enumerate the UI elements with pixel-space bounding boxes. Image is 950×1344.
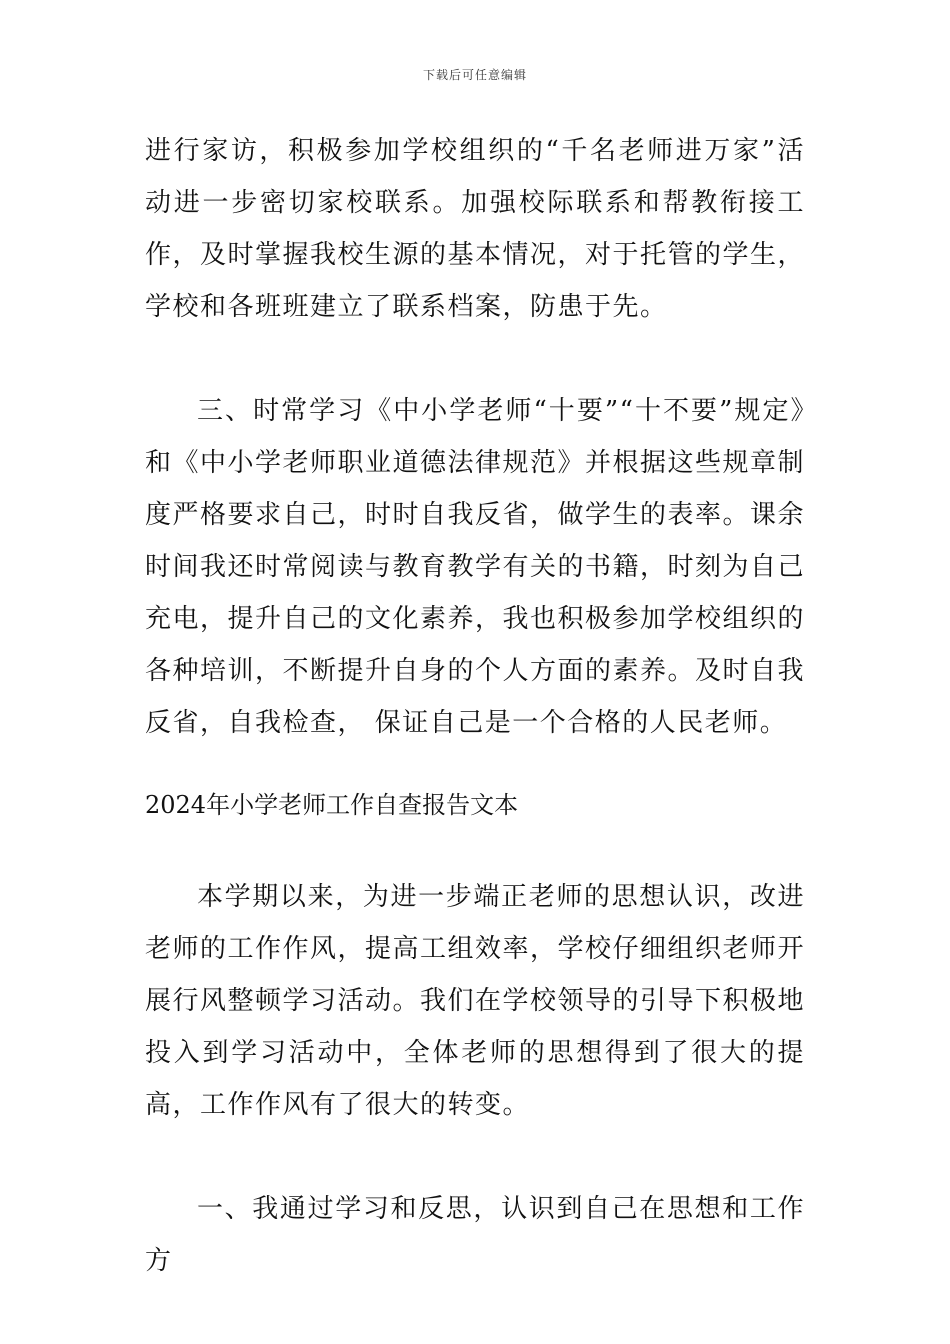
paragraph-family-visits: 进行家访，积极参加学校组织的“千名老师进万家”活动进一步密切家校联系。加强校际联系和帮教衔接工作，及时掌握我校生源的基本情况，对于托管的学生，学校和各班班建立了联系档案，防患于先。: [145, 136, 806, 322]
paragraph-introduction: 本学期以来，为进一步端正老师的思想认识，改进老师的工作作风，提高工组效率，学校仔细组织老师开展行风整顿学习活动。我们在学校领导的引导下积极地投入到学习活动中，全体老师的思想得到了很大的提高，工作作风有了很大的转变。: [145, 882, 806, 1120]
paragraph-section-one: 一、我通过学习和反思，认识到自己在思想和工作方: [145, 1194, 805, 1276]
document-title: 2024年小学老师工作自查报告文本: [145, 791, 519, 819]
document-body: [145, 125, 805, 1287]
paragraph-section-three: 三、时常学习《中小学老师“十要”“十不要”规定》和《中小学老师职业道德法律规范》并根据这些规章制度严格要求自己，时时自我反省，做学生的表率。课余时间我还时常阅读与教育教学有关的书籍，时刻为自己充电，提升自己的文化素养，我也积极参加学校组织的各种培训，不断提升自身的个人方面的素养。及时自我反省，自我检查， 保证自己是一个合格的人民老师。: [145, 396, 806, 738]
header-note: 下载后可任意编辑: [422, 68, 527, 82]
